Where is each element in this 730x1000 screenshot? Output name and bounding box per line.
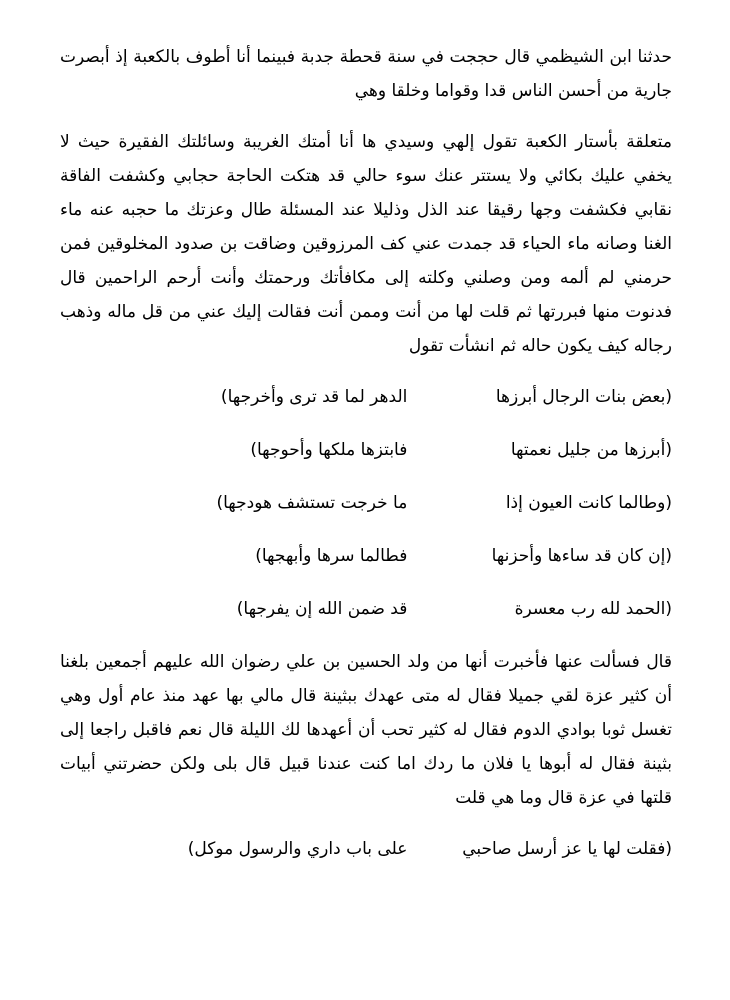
verse-second-hemistich: فطالما سرها وأبهجها (261, 546, 408, 566)
paragraph-story: قال فسألت عنها فأخبرت أنها من ولد الحسين بن علي رضوان الله عليهم أجمعين بلغنا أن كثير عزة لقي جميلا فقال له متى عهدك ببثينة قال مالي بها عهد منذ عام أول وهي تغسل ثوبا بوادي الدوم فقال له كثير تحب أن أعهدها لك الليلة قال نعم فاقبل راجعا إلى بثينة فقال له أبوها يا فلان ما ردك اما كنت عندنا قبيل قال بلى ولكن حضرتني أبيات قلتها في عزة قال وما هي قلت (60, 652, 672, 808)
verse-second-hemistich: قد ضمن الله إن يفرجها (243, 599, 408, 619)
verse-close-paren: ) (255, 546, 262, 566)
verse-open-paren: ( (665, 493, 672, 513)
paragraph-intro: حدثنا ابن الشيظمي قال حججت في سنة قحطة جدبة فبينما أنا أطوف بالكعبة إذ أبصرت جارية من أحسن الناس قدا وقواما وخلقا وهي (60, 47, 672, 101)
verse-close-paren: ) (220, 387, 228, 407)
verse-first-hemistich: أبرزها من جليل نعمتها (510, 440, 666, 460)
verse-first-hemistich: الحمد لله رب معسرة (514, 599, 666, 619)
verse-open-paren: ( (665, 387, 672, 407)
verse-first-hemistich: فقلت لها يا عز أرسل صاحبي (462, 839, 666, 859)
verse-open-paren: ( (665, 440, 672, 460)
verse-first-hemistich: وطالما كانت العيون إذا (505, 493, 666, 513)
verse-open-paren: ( (665, 839, 672, 859)
verse-first-hemistich: بعض بنات الرجال أبرزها (495, 387, 666, 407)
poem-verse (60, 832, 672, 866)
verse-second-hemistich: ما خرجت تستشف هودجها (223, 493, 408, 513)
poem-verse (60, 539, 672, 573)
verse-close-paren: ) (216, 493, 224, 513)
verse-open-paren: ( (665, 599, 672, 619)
verse-second-hemistich: فابتزها ملكها وأحوجها (256, 440, 408, 460)
verse-second-hemistich: على باب داري والرسول موكل (194, 839, 408, 859)
verse-close-paren: ) (187, 839, 195, 859)
verse-second-hemistich: الدهر لما قد ترى وأخرجها (227, 387, 408, 407)
verse-first-hemistich: إن كان قد ساءها وأحزنها (491, 546, 666, 566)
verse-close-paren: ) (236, 599, 244, 619)
verse-open-paren: ( (665, 546, 672, 566)
poem-verse (60, 433, 672, 467)
poem-verse (60, 486, 672, 520)
verse-close-paren: ) (250, 440, 257, 460)
poem-verse (60, 592, 672, 626)
document-page (60, 40, 672, 885)
poem-verse (60, 380, 672, 414)
paragraph-prayer: متعلقة بأستار الكعبة تقول إلهي وسيدي ها أنا أمتك الغريبة وسائلتك الفقيرة حيث لا يخفي عليك بكائي ولا يستتر عنك سوء حالي قد هتكت الحاجة حجابي وكشفت الفاقة نقابي فكشفت وجها رقيقا عند الذل وذليلا عند المسئلة طال وعزتك ما حجبه عنه ماء الغنا وصانه ماء الحياء قد جمدت عني كف المرزوقين وضاقت بن صدود المخلوقين فمن حرمني لم ألمه ومن وصلني وكلته إلى مكافأتك ورحمتك وأنت أرحم الراحمين قال فدنوت منها فبررتها ثم قلت لها من أنت وممن أنت فقالت إليك عني من قل ماله وذهب رجاله كيف يكون حاله ثم انشأت تقول (60, 132, 672, 356)
